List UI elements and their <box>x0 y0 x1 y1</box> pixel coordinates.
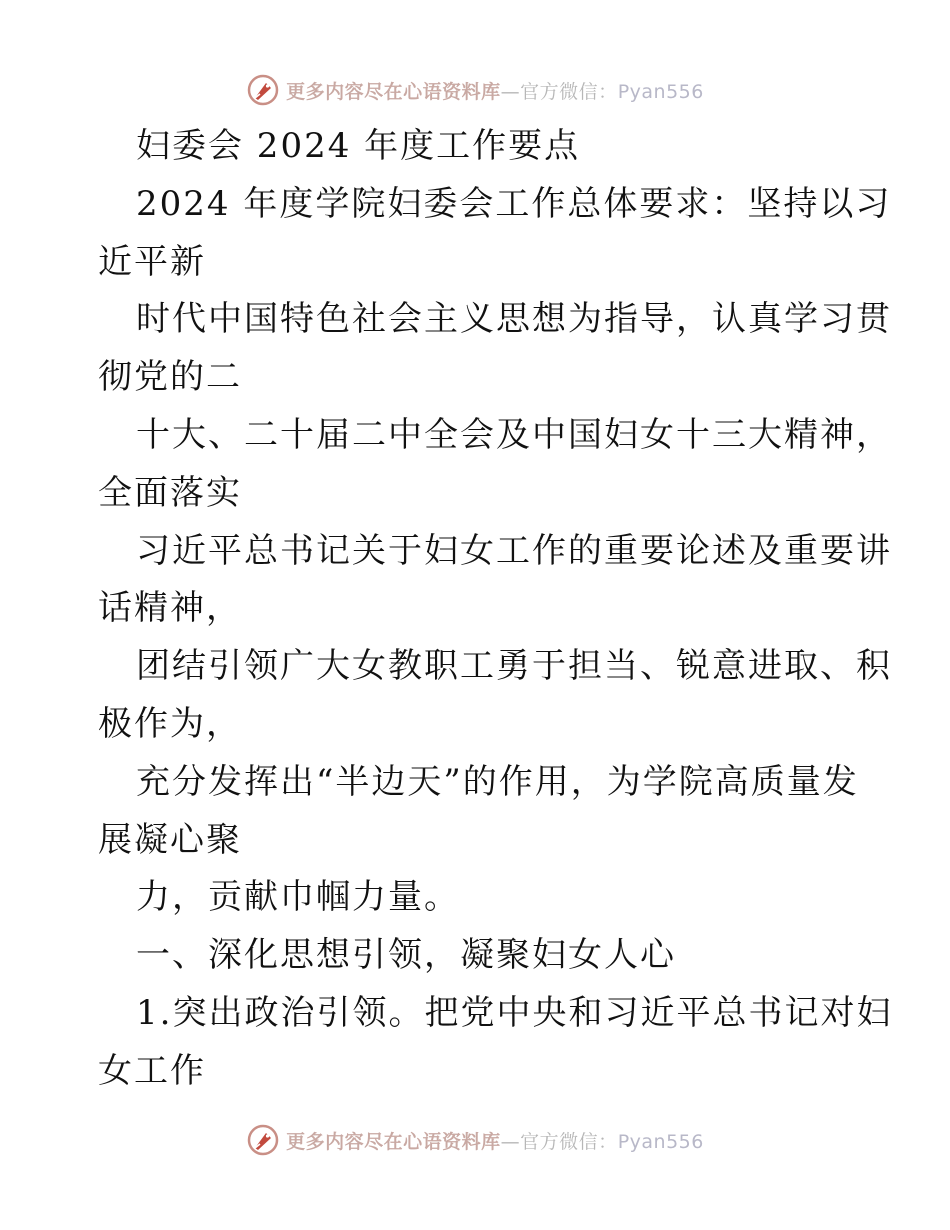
watermark-header <box>0 70 950 110</box>
paragraph-line: 时代中国特色社会主义思想为指导，认真学习贯 <box>136 299 892 340</box>
watermark-dash: — <box>500 1130 521 1153</box>
section-heading: 一、深化思想引领，凝聚妇女人心 <box>136 935 676 976</box>
paragraph-line: 习近平总书记关于妇女工作的重要论述及重要讲 <box>136 530 892 571</box>
watermark-text <box>286 77 704 104</box>
watermark-prefix: 更多内容尽在心语资料库 <box>286 80 501 103</box>
pen-nib-logo-icon <box>246 1123 280 1157</box>
paragraph-line: 近平新 <box>98 241 206 282</box>
pen-nib-logo-icon <box>246 73 280 107</box>
watermark-footer <box>0 1120 950 1160</box>
watermark-wechat-label: 官方微信： <box>520 80 618 103</box>
paragraph-line: 极作为， <box>98 703 242 744</box>
paragraph-line: 十大、二十届二中全会及中国妇女十三大精神， <box>136 414 892 455</box>
paragraph-line: 全面落实 <box>98 472 242 513</box>
paragraph-line: 2024 年度学院妇委会工作总体要求：坚持以习 <box>136 183 892 224</box>
document-title: 妇委会 2024 年度工作要点 <box>136 126 581 166</box>
paragraph-line: 1.突出政治引领。把党中央和习近平总书记对妇 <box>136 992 893 1033</box>
paragraph-line: 展凝心聚 <box>98 819 242 860</box>
paragraph-line: 女工作 <box>98 1050 206 1091</box>
paragraph-line: 充分发挥出“半边天”的作用，为学院高质量发 <box>136 761 859 802</box>
watermark-prefix: 更多内容尽在心语资料库 <box>286 1130 501 1153</box>
document-body <box>98 118 893 1101</box>
paragraph-line: 彻党的二 <box>98 357 242 398</box>
watermark-wechat-label: 官方微信： <box>520 1130 618 1153</box>
paragraph-line: 话精神， <box>98 588 242 629</box>
watermark-dash: — <box>500 80 521 103</box>
paragraph-line: 团结引领广大女教职工勇于担当、锐意进取、积 <box>136 646 892 687</box>
watermark-text <box>286 1127 704 1154</box>
paragraph-line: 力，贡献巾帼力量。 <box>136 877 460 918</box>
watermark-wechat-id: Pyan556 <box>617 1130 704 1153</box>
watermark-wechat-id: Pyan556 <box>617 80 704 103</box>
